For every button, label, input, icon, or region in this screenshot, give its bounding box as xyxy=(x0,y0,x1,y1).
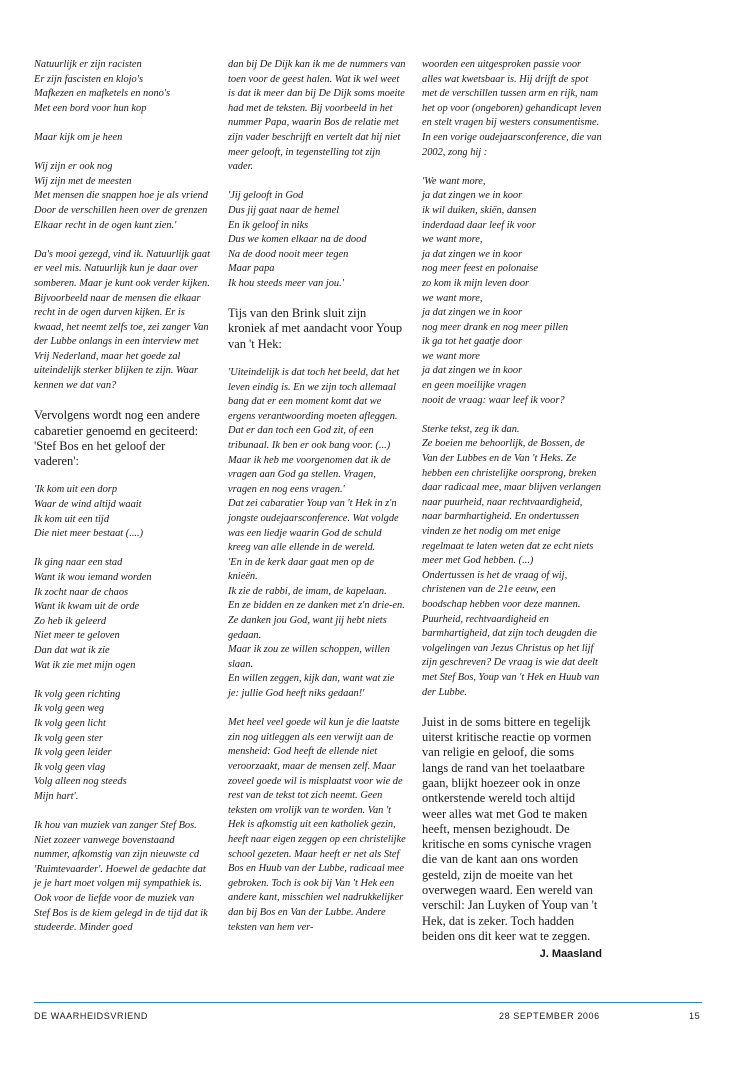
paragraph: Ik hou van muziek van zanger Stef Bos. Niet zozeer vanwege bovenstaand nummer, afkomstig van zijn nieuwste cd 'Ruimtevaarder'. Hoewel de gedachte dat je je hart moet volgen mij sympathiek is. Ook voor de liefde voor de muziek van Stef Bos is de kiem gelegd in de tijd dat ik studeerde. Minder goed xyxy=(34,820,208,934)
paragraph: 'Ik kom uit een dorp Waar de wind altijd waait Ik kom uit een tijd Die niet meer bestaat (....) xyxy=(34,484,144,540)
paragraph: Natuurlijk er zijn racisten Er zijn fascisten en klojo's Mafkezen en mafketels en nono's Met een bord voor hun kop xyxy=(34,59,171,114)
footer-divider xyxy=(34,1002,702,1003)
paragraph: Ik volg geen richting Ik volg geen weg Ik volg geen licht Ik volg geen ster Ik volg geen leider Ik volg geen vlag Volg alleen nog steeds Mijn hart'. xyxy=(34,688,127,802)
publication-name: DE WAARHEIDSVRIEND xyxy=(34,1011,148,1021)
page-number: 15 xyxy=(689,1011,701,1021)
paragraph: Met heel veel goede wil kun je die laatste zin nog uitleggen als een verwijt aan de mensheid: God heeft de ellende niet veroorzaakt, maar de mensen zelf. Maar zoveel goede wil is misplaatst voor wie de rest van de tekst tot zich neemt. Geen teksten om vrolijk van te worden. Van 't Hek is afkomstig uit een katholiek gezin, heeft naar eigen zeggen op een christelijke school gezeten. Maar heeft er net als Stef Bos en Huub van der Lubbe, radicaal mee gebroken. Toch is ook bij Van 't Hek een andere kant, misschien wel nadrukkelijker dan bij Bos en Van der Lubbe. Andere teksten van hem ver- xyxy=(228,717,406,933)
issue-date: 28 SEPTEMBER 2006 xyxy=(499,1011,600,1021)
author-signature: J. Maasland xyxy=(539,948,602,961)
paragraph: 'Jij gelooft in God Dus jij gaat naar de hemel En ik geloof in niks Dus we komen elkaar na de dood Na de dood nooit meer tegen Maar papa Ik hou steeds meer van jou.' xyxy=(228,190,367,289)
paragraph: Maar kijk om je heen xyxy=(34,131,123,143)
article-column-2 xyxy=(228,58,406,950)
paragraph: Ik ging naar een stad Want ik wou iemand worden Ik zocht naar de chaos Want ik kwam uit de orde Zo heb ik geleerd Niet meer te geloven Dan dat wat ik zie Wat ik zie met mijn ogen xyxy=(34,557,152,671)
paragraph: Juist in de soms bittere en tegelijk uiterst kritische reactie op vormen van religie en geloof, die soms langs de rand van het toelaatbare gaan, blijkt hoezeer ook in onze ontkerstende wereld toch altijd weer alles wat met God te maken heeft, mensen bezighoudt. De kritische en soms cynische vragen die van de kant aan ons worden gesteld, zijn de moeite van het overwegen waard. Een wereld van verschil: Jan Luyken of Youp van 't Hek, dat is zeker. Toch hadden beiden ons dit keer wat te zeggen. xyxy=(422,714,598,943)
paragraph: Wij zijn er ook nog Wij zijn met de meesten Met mensen die snappen hoe je als vriend Door de verschillen heen over de grenzen Elkaar recht in de ogen kunt zien.' xyxy=(34,161,208,231)
paragraph: Vervolgens wordt nog een andere cabaretier genoemd en geciteerd: 'Stef Bos en het geloof der vaderen': xyxy=(34,408,200,469)
paragraph: 'We want more, ja dat zingen we in koor ik wil duiken, skiën, dansen inderdaad daar leef ik voor we want more, ja dat zingen we in koor nog meer feest en polonaise zo kom ik mijn leven door we want more, ja dat zingen we in koor nog meer drank en nog meer pillen ik ga tot het gaatje door we want more ja dat zingen we in koor en geen moeilijke vragen nooit de vraag: waar leef ik voor? xyxy=(422,175,569,406)
paragraph: 'Uiteindelijk is dat toch het beeld, dat het leven eindig is. En we zijn toch allemaal bang dat er een moment komt dat we ergens verantwoording moeten afleggen. Dat er dan toch een God zit, of een tribunaal. Ik ben er ook bang voor. (...) Maar ik heb me voorgenomen dat ik de vragen aan God ga stellen. Vragen, vragen en nog eens vragen.' Dat zei cabaratier Youp van 't Hek in z'n jongste oudejaarsconference. Wat volgde was een liedje waarin God de schuld kreeg van alle ellende in de wereld. 'En in de kerk daar gaat men op de knieën. Ik zie de rabbi, de imam, de kapelaan. En ze bidden en ze danken met z'n drie-en. Ze danken jou God, want jij hebt niets gedaan. Maar ik zou ze willen schoppen, willen slaan. En willen zeggen, kijk dan, want wat zie je: jullie God heeft niks gedaan!' xyxy=(228,366,405,700)
paragraph: Da's mooi gezegd, vind ik. Natuurlijk gaat er veel mis. Natuurlijk kun je daar over somberen. Maar je kunt ook verder kijken. Bijvoorbeeld naar de mensen die elkaar recht in de ogen durven kijken. Er is kwaad, het neemt zelfs toe, zei zanger Van der Lubbe onlangs in een interview met Vrij Nederland, maar het goede zal uiteindelijk sterker blijken te zijn. Waar kennen we dat van? xyxy=(34,248,210,392)
paragraph: Sterke tekst, zeg ik dan. Ze boeien me behoorlijk, de Bossen, de Van der Lubbes en de Van 't Heks. Ze hebben een christelijke oorsprong, breken daar radicaal mee, maar blijven verlangen naar puurheid, naar rechtvaardigheid, naar barmhartigheid. En ondertussen vinden ze het nodig om met enige regelmaat te laten weten dat ze echt niets meer met God hebben. (...) Ondertussen is het de vraag of wij, christenen van de 21e eeuw, een boodschap hebben voor deze mannen. Puurheid, rechtvaardigheid en barmhartigheid, dat zijn toch deugden die volgelingen van Jezus Christus op het lijf zijn geschreven? De vraag is wie dat deelt met Stef Bos, Youp van 't Hek en Huub van der Lubbe. xyxy=(422,423,601,698)
paragraph: dan bij De Dijk kan ik me de nummers van toen voor de geest halen. Wat ik wel weet is dat ik meer dan bij De Dijk soms moeite had met de teksten. Bij voorbeeld in het nummer Papa, waarin Bos de relatie met zijn vader beschrijft en vertelt dat hij niet meer gelooft, in tegenstelling tot zijn vader. xyxy=(228,59,406,173)
article-column-1 xyxy=(34,58,212,950)
paragraph: woorden een uitgesproken passie voor alles wat kwetsbaar is. Hij drijft de spot met de verschillen tussen arm en rijk, nam het op voor (ongeboren) gehandicapt leven en stelt vragen bij westers consumentisme. In een vorige oudejaarsconference, die van 2002, zong hij : xyxy=(422,59,602,158)
paragraph: Tijs van den Brink sluit zijn kroniek af met aandacht voor Youp van 't Hek: xyxy=(228,306,403,351)
article-column-3 xyxy=(422,58,602,960)
